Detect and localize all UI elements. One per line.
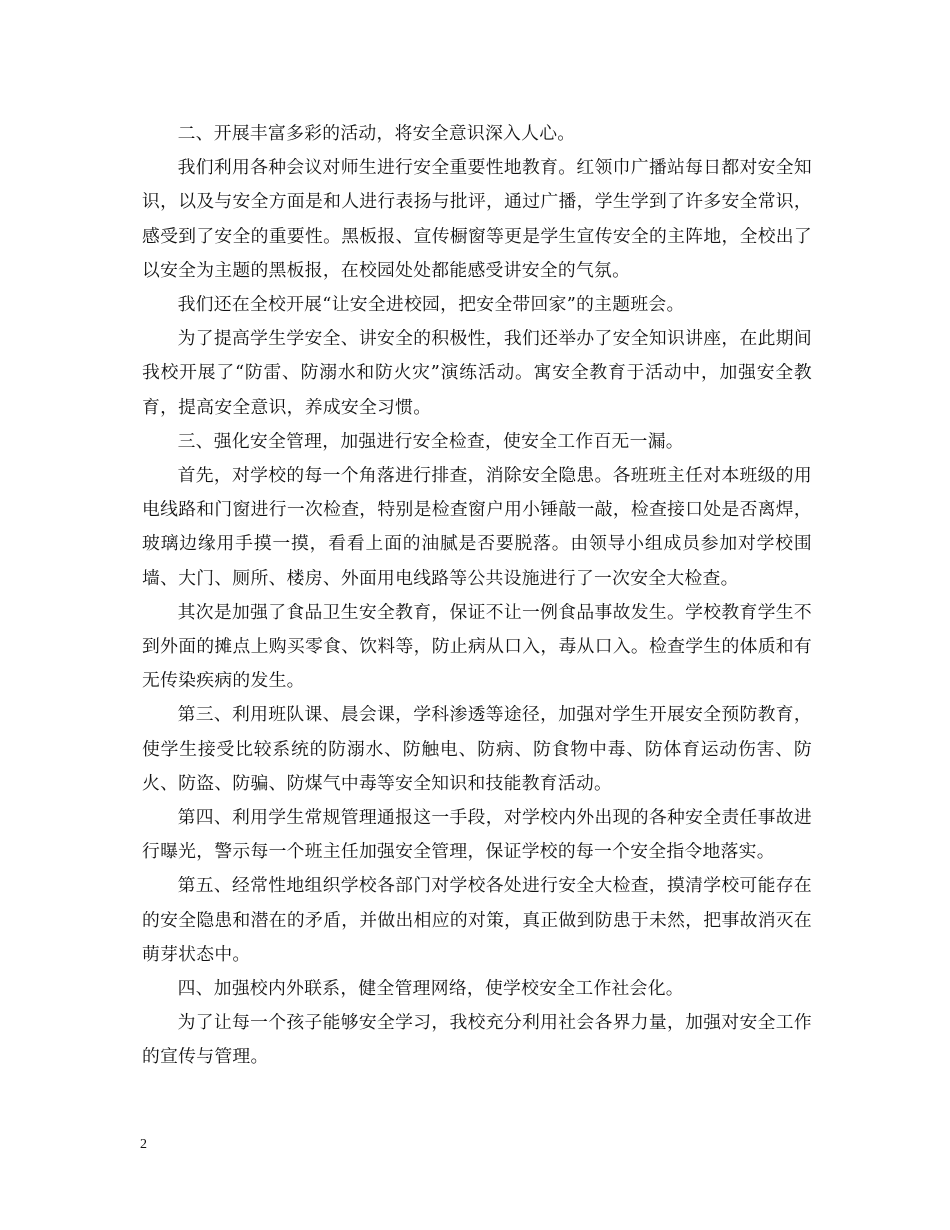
paragraph: 第五、经常性地组织学校各部门对学校各处进行安全大检查，摸清学校可能存在的安全隐患和潜在的矛盾，并做出相应的对策，真正做到防患于未然，把事故消灭在萌芽状态中。: [142, 875, 812, 965]
document-body: [142, 117, 812, 1075]
paragraph: 我们利用各种会议对师生进行安全重要性地教育。红领巾广播站每日都对安全知识，以及与安全方面是和人进行表扬与批评，通过广播，学生学到了许多安全常识，感受到了安全的重要性。黑板报、宣传橱窗等更是学生宣传安全的主阵地，全校出了以安全为主题的黑板报，在校园处处都能感受讲安全的气氛。: [142, 157, 812, 281]
paragraph-heading-4: 四、加强校内外联系，健全管理网络，使学校安全工作社会化。: [177, 978, 684, 1000]
paragraph: 第四、利用学生常规管理通报这一手段，对学校内外出现的各种安全责任事故进行曝光，警示每一个班主任加强安全管理，保证学校的每一个安全指令地落实。: [142, 807, 812, 863]
paragraph: 为了提高学生学安全、讲安全的积极性，我们还举办了安全知识讲座，在此期间我校开展了“防雷、防溺水和防火灾”演练活动。寓安全教育于活动中，加强安全教育，提高安全意识，养成安全习惯。: [142, 328, 812, 418]
paragraph-heading-3: 三、强化安全管理，加强进行安全检查，使安全工作百无一漏。: [177, 430, 684, 452]
paragraph: 我们还在全校开展“让安全进校园，把安全带回家”的主题班会。: [177, 294, 685, 316]
page-number: 2: [140, 1137, 147, 1152]
paragraph: 其次是加强了食品卫生安全教育，保证不让一例食品事故发生。学校教育学生不到外面的摊点上购买零食、饮料等，防止病从口入，毒从口入。检查学生的体质和有无传染疾病的发生。: [142, 601, 812, 692]
paragraph: 第三、利用班队课、晨会课，学科渗透等途径，加强对学生开展安全预防教育，使学生接受比较系统的防溺水、防触电、防病、防食物中毒、防体育运动伤害、防火、防盗、防骗、防煤气中毒等安全知识和技能教育活动。: [142, 704, 812, 794]
paragraph: 为了让每一个孩子能够安全学习，我校充分利用社会各界力量，加强对安全工作的宣传与管理。: [142, 1012, 812, 1068]
paragraph-heading-2: 二、开展丰富多彩的活动，将安全意识深入人心。: [177, 123, 576, 144]
paragraph: 首先，对学校的每一个角落进行排查，消除安全隐患。各班班主任对本班级的用电线路和门窗进行一次检查，特别是检查窗户用小锤敲一敲，检查接口处是否离焊，玻璃边缘用手摸一摸，看看上面的油腻是否要脱落。由领导小组成员参加对学校围墙、大门、厕所、楼房、外面用电线路等公共设施进行了一次安全大检查。: [142, 465, 812, 589]
